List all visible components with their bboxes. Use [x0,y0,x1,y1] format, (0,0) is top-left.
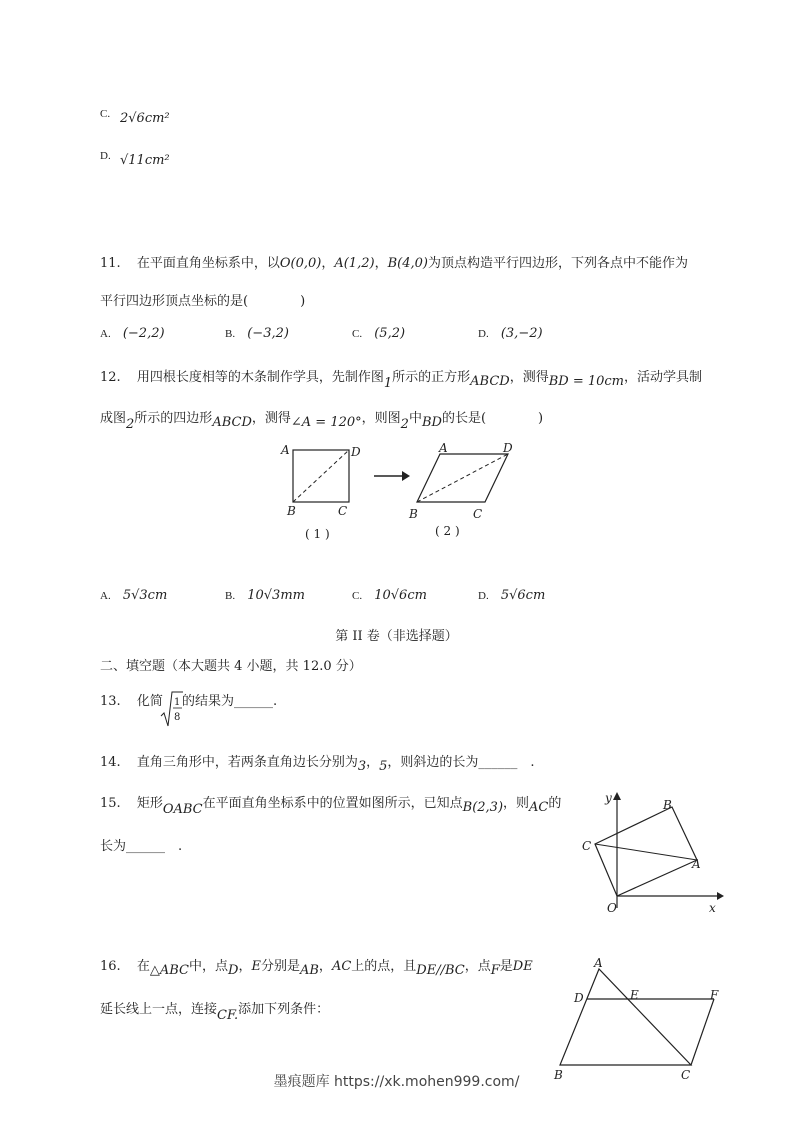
vertex-d: D [574,991,584,1005]
q12-option-b[interactable]: B. 10√3mm [225,588,305,603]
vertex-a: A [692,857,701,871]
section-title: 第 II 卷（非选择题） [335,629,458,644]
question-number: 15. [100,796,121,811]
footer-watermark[interactable]: 墨痕题库 https://xk.mohen999.com/ [273,1074,520,1090]
question-12-line-1: 12. 用四根长度相等的木条制作学具，先制作图1所示的正方形ABCD，测得BD = 10cm，活动学具制 [100,370,703,391]
question-number: 12. [100,370,121,385]
question-16-line-2: 延长线上一点，连接CF.添加下列条件： [100,1002,330,1023]
figure-triangle-parallelogram [548,955,723,1085]
vertex-e: E [630,988,639,1002]
question-11-line-2: 平行四边形顶点坐标的是( ) [100,294,306,309]
segment-cf [691,999,714,1065]
vertex-c: C [338,504,348,518]
question-13: 13. 化简 [100,694,163,709]
figure-caption: ( 1 ) [305,527,330,541]
y-axis-arrow-icon [613,792,621,800]
vertex-b: B [409,507,418,521]
figure-caption: ( 2 ) [435,524,460,538]
question-number: 13. [100,694,121,709]
q11-option-b[interactable]: B. (−3,2) [225,326,289,341]
q12-option-c[interactable]: C. 10√6cm [352,588,427,603]
segment-ac [595,844,697,860]
vertex-f: F [710,988,719,1002]
fraction-denominator: 8 [174,712,181,723]
question-15-line-1: 15. 矩形OABC在平面直角坐标系中的位置如图所示，已知点B(2,3)，则AC的 [100,796,562,817]
vertex-c: C [681,1068,691,1082]
fraction-numerator: 1 [174,697,181,708]
vertex-a: A [281,443,290,457]
question-15-line-2: 长为______ . [100,839,183,854]
question-14: 14. 直角三角形中，若两条直角边长分别为3，5，则斜边的长为______ . [100,755,535,774]
question-number: 11. [100,256,121,271]
question-13-tail: 的结果为______. [182,694,278,709]
vertex-b: B [287,504,296,518]
option-letter-d: D. [100,150,111,162]
vertex-c: C [473,507,483,521]
q11-option-d[interactable]: D. (3,−2) [478,326,543,341]
figure-2-rhombus [405,440,525,545]
vertex-a: A [594,956,603,970]
y-axis-label: y [605,791,612,805]
vertex-d: D [503,441,513,455]
option-value-d: √11cm² [120,153,170,168]
triangle-abc [560,969,691,1065]
q11-option-c[interactable]: C. (5,2) [352,326,406,341]
diagonal-bd [417,454,508,502]
q12-option-d[interactable]: D. 5√6cm [478,588,546,603]
origin-label: O [607,901,617,915]
vertex-c: C [582,839,592,853]
vertex-d: D [351,445,361,459]
sqrt-fraction [160,690,184,730]
vertex-a: A [439,441,448,455]
part-heading: 二、填空题（本大题共 4 小题，共 12.0 分） [100,659,362,674]
question-11-line-1: 11. 在平面直角坐标系中，以O(0,0)，A(1,2)，B(4,0)为顶点构造平行四边形，下列各点中不能作为 [100,256,688,271]
question-16-line-1: 16. 在△ABC中，点D，E分别是AB，AC上的点，且DE//BC，点F是DE [100,959,533,978]
option-value-c: 2√6cm² [120,111,170,126]
option-letter-c: C. [100,108,111,120]
figure-1-square [275,440,365,545]
q12-option-a[interactable]: A. 5√3cm [100,588,168,603]
question-number: 14. [100,755,121,770]
question-12-line-2: 成图2所示的四边形ABCD，测得∠A = 120°，则图2中BD的长是( ) [100,411,544,432]
q11-option-a[interactable]: A. (−2,2) [100,326,165,341]
figure-rectangle-on-axes [575,788,725,918]
vertex-b: B [554,1068,563,1082]
vertex-b: B [663,798,672,812]
question-number: 16. [100,959,121,974]
x-axis-arrow-icon [717,892,724,900]
x-axis-label: x [709,901,716,915]
diagonal-bd [293,450,349,502]
